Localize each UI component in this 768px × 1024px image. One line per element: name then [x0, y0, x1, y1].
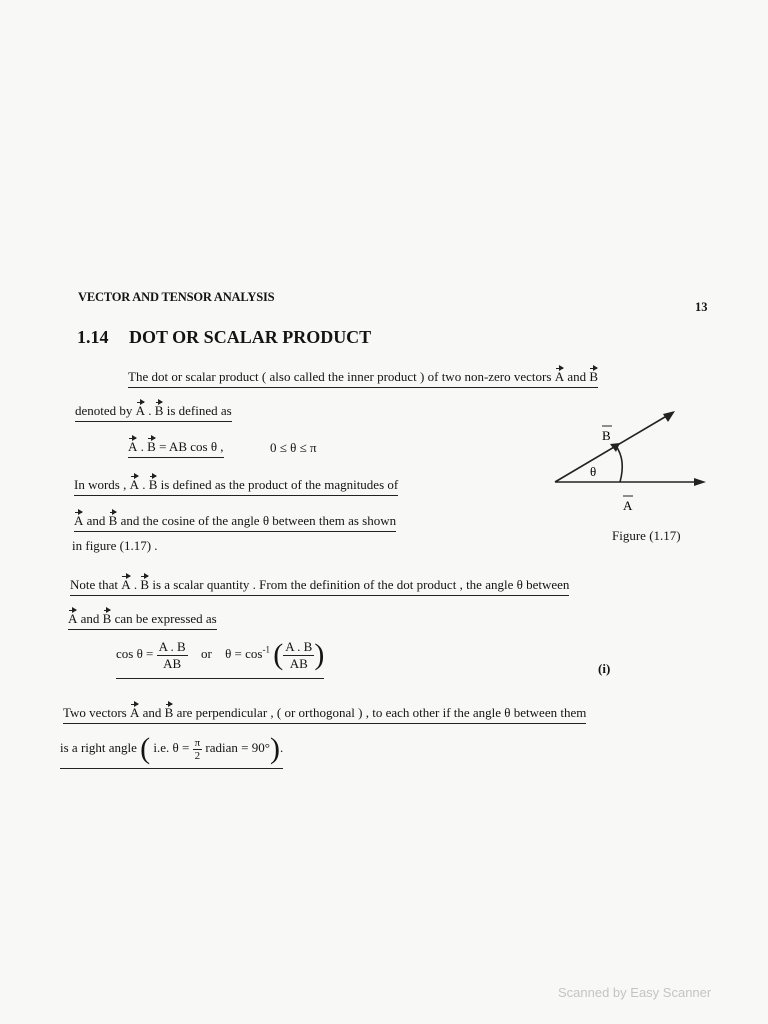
label-b: B — [602, 428, 611, 443]
arrowhead-a-icon — [694, 478, 706, 486]
angle-arc — [616, 446, 622, 482]
vector-b: B — [165, 702, 174, 721]
scanner-watermark: Scanned by Easy Scanner — [558, 985, 712, 1000]
vector-a: A — [121, 574, 130, 593]
fraction: $\frac{A . B}{AB}$ — [285, 638, 313, 671]
vector-a: A — [74, 510, 83, 529]
para1-line1: The dot or scalar product ( also called the inner product ) of two non-zero vectors A and B — [128, 366, 598, 388]
para3-line2: A and B can be expressed as — [68, 608, 217, 630]
para1-line2: denoted by A . B is defined as — [75, 400, 232, 422]
vector-a: A — [130, 702, 139, 721]
section-heading — [77, 327, 371, 348]
para4-line1: Two vectors A and B are perpendicular , ( or orthogonal ) , to each other if the angle θ between them — [63, 702, 586, 724]
vector-b: B — [140, 574, 149, 593]
vector-a: A — [130, 474, 139, 493]
fraction-pi-over-2: $\frac{\pi}{2}$ — [194, 736, 201, 762]
para2-line3: in figure (1.17) . — [72, 538, 158, 553]
equation-number: (i) — [598, 661, 611, 676]
fraction: $\frac{A . B}{AB}$ — [158, 638, 186, 671]
equation-range: 0 ≤ θ ≤ π — [270, 440, 317, 455]
equation-dot-product: A . B = AB cos θ , — [128, 436, 224, 458]
para3-line1: Note that A . B is a scalar quantity . From the definition of the dot product , the angle θ between — [70, 574, 569, 596]
para2-line1: In words , A . B is defined as the product of the magnitudes of — [74, 474, 398, 496]
vector-a: A — [555, 366, 564, 385]
vector-b: B — [109, 510, 118, 529]
vector-b-arrow — [555, 414, 670, 482]
vector-a: A — [68, 608, 77, 627]
equation-cos-theta: cos θ = $\frac{A . B}{AB}$ or $\theta = \cos^{-1}$ ( $\frac{A . B}{AB}$ ) — [116, 638, 324, 679]
angle-label: θ — [590, 464, 597, 479]
vector-b: B — [103, 608, 112, 627]
vector-b: B — [155, 400, 164, 419]
vector-angle-figure — [550, 400, 720, 520]
para2-line2: A and B and the cosine of the angle θ between them as shown — [74, 510, 396, 532]
vector-a: A — [136, 400, 145, 419]
vector-b: B — [589, 366, 598, 385]
figure-caption: Figure (1.17) — [612, 528, 681, 543]
section-title: DOT OR SCALAR PRODUCT — [129, 327, 372, 347]
vector-b: B — [149, 474, 158, 493]
arrowhead-b-icon — [663, 411, 675, 422]
vector-b: B — [147, 436, 156, 455]
label-a: A — [623, 498, 633, 513]
page-number: 13 — [695, 300, 708, 314]
para4-line2: is a right angle ( i.e. θ = $\frac{\pi}{2}$ radian = 90°). — [60, 732, 283, 769]
running-header: VECTOR AND TENSOR ANALYSIS — [78, 290, 275, 304]
section-number: 1.14 — [77, 327, 109, 347]
vector-a: A — [128, 436, 137, 455]
